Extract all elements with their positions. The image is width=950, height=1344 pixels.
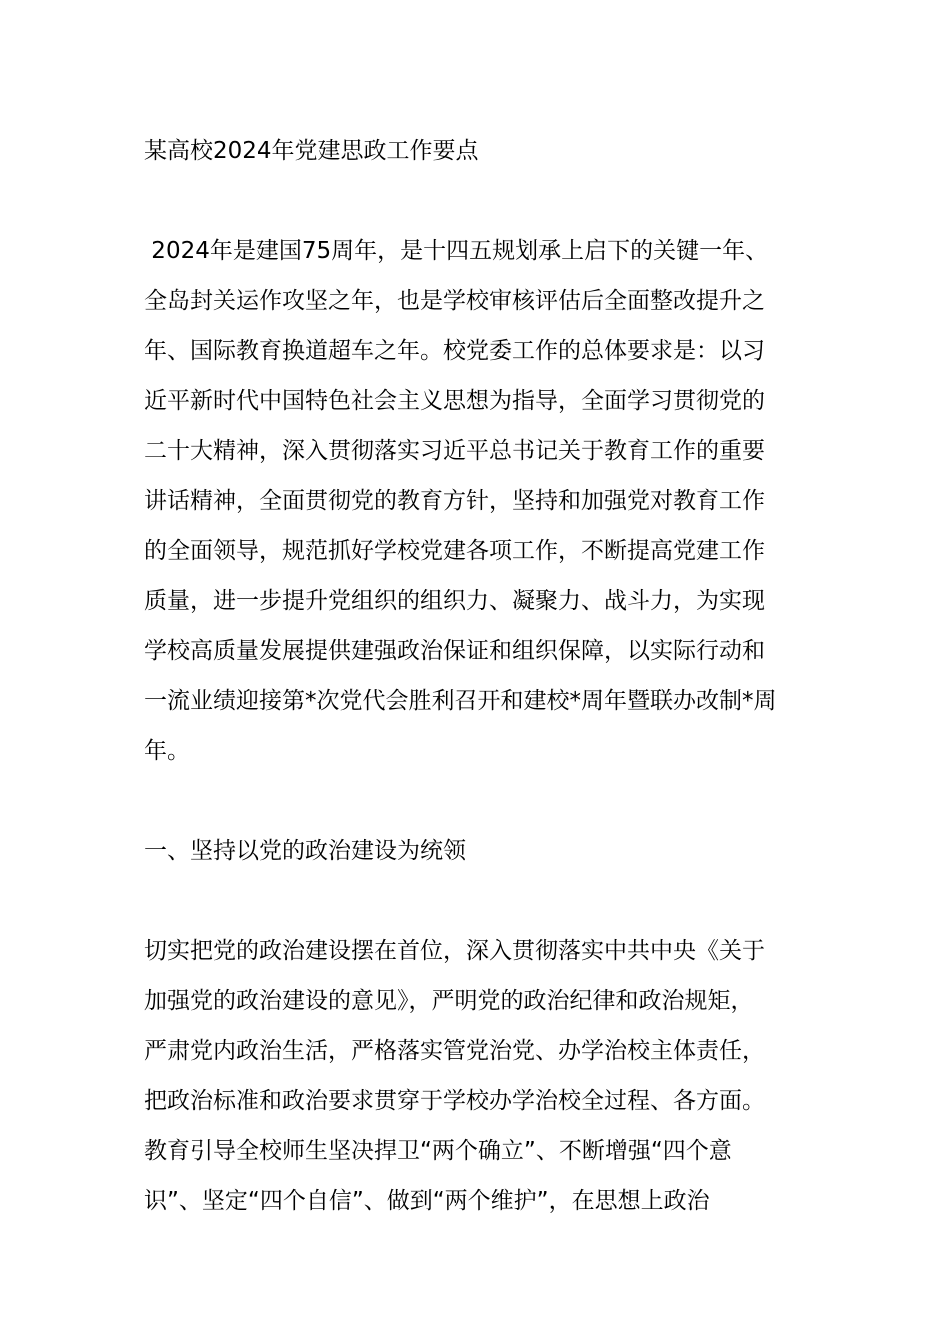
intro-line: 二十大精神，深入贯彻落实习近平总书记关于教育工作的重要 bbox=[144, 438, 765, 464]
intro-line: 讲话精神，全面贯彻党的教育方针，坚持和加强党对教育工作 bbox=[144, 488, 765, 514]
document-title: 某高校2024年党建思政工作要点 bbox=[144, 138, 479, 164]
intro-paragraph bbox=[144, 226, 806, 776]
intro-line: 年。 bbox=[144, 738, 190, 764]
section-line: 把政治标准和政治要求贯穿于学校办学治校全过程、各方面。 bbox=[144, 1088, 765, 1114]
intro-line: 质量，进一步提升党组织的组织力、凝聚力、战斗力，为实现 bbox=[144, 588, 765, 614]
section-line: 教育引导全校师生坚决捍卫“两个确立”、不断增强“四个意 bbox=[144, 1138, 732, 1164]
section-line: 切实把党的政治建设摆在首位，深入贯彻落实中共中央《关于 bbox=[144, 938, 765, 964]
intro-line: 2024年是建国75周年，是十四五规划承上启下的关键一年、 bbox=[144, 238, 769, 264]
section-paragraph bbox=[144, 926, 806, 1226]
intro-line: 的全面领导，规范抓好学校党建各项工作，不断提高党建工作 bbox=[144, 538, 765, 564]
intro-line: 一流业绩迎接第*次党代会胜利召开和建校*周年暨联办改制*周 bbox=[144, 688, 777, 714]
intro-line: 近平新时代中国特色社会主义思想为指导，全面学习贯彻党的 bbox=[144, 388, 765, 414]
section-line: 识”、坚定“四个自信”、做到“两个维护”，在思想上政治 bbox=[144, 1188, 710, 1214]
intro-line: 全岛封关运作攻坚之年，也是学校审核评估后全面整改提升之 bbox=[144, 288, 765, 314]
section-heading: 一、坚持以党的政治建设为统领 bbox=[144, 838, 466, 864]
section-line: 严肃党内政治生活，严格落实管党治党、办学治校主体责任， bbox=[144, 1038, 765, 1064]
intro-line: 年、国际教育换道超车之年。校党委工作的总体要求是：以习 bbox=[144, 338, 765, 364]
intro-line: 学校高质量发展提供建强政治保证和组织保障，以实际行动和 bbox=[144, 638, 765, 664]
section-line: 加强党的政治建设的意见》，严明党的政治纪律和政治规矩， bbox=[144, 988, 754, 1014]
document-content bbox=[144, 126, 806, 1226]
